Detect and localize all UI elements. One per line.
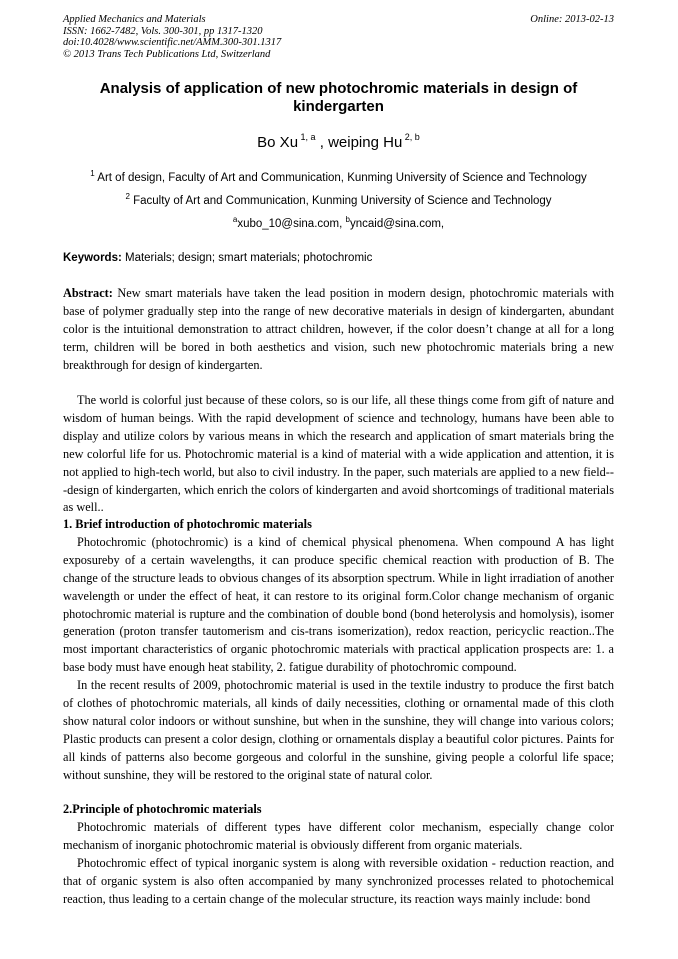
journal-header (63, 14, 614, 60)
abstract-label: Abstract: (63, 286, 113, 300)
keywords (63, 251, 614, 265)
affiliation-1-text: Art of design, Faculty of Art and Communication, Kunming University of Science and Technology (94, 172, 587, 184)
author-emails (63, 213, 614, 231)
affiliation-1-mark: 1 (90, 169, 95, 178)
author-2-name: weiping Hu (328, 134, 403, 151)
section-2 (63, 801, 614, 908)
keywords-label: Keywords: (63, 252, 122, 264)
email-a: xubo_10@sina.com, (237, 218, 346, 230)
keywords-text: Materials; design; smart materials; photochromic (121, 252, 373, 264)
author-list (63, 128, 614, 152)
author-2-affiliation-mark: 2, b (402, 132, 420, 142)
abstract-text: New smart materials have taken the lead position in modern design, photochromic materials with base of polymer gradually step into the range of new decorative materials in design of kindergarten, abundant color is the intuitional demonstration to attract children, however, if the color doesn’t change at all for a long term, children will be bored in both aesthetics and vision, such new photochromic materials bring a new breakthrough for design of kindergarten. (63, 286, 614, 372)
intro-paragraph: The world is colorful just because of these colors, so is our life, all these things come from gift of nature and wisdom of human beings. With the rapid development of science and technology, humans have been able to display and utilize colors by various means in which the research and application of smart materials bring the new colorful life for us. Photochromic material is a kind of material with a wide application and attention, it is not applied to high-tech world, but also to civil industry. In the paper, such materials are applied to a new field---design of kindergarten, which enrich the colors of kindergarten and avoid shortcomings of traditional materials as well.. (63, 393, 614, 515)
online-date: Online: 2013-02-13 (530, 14, 614, 25)
doi-line: doi:10.4028/www.scientific.net/AMM.300-301.1317 (63, 37, 282, 48)
email-b-mark: b (345, 215, 350, 224)
affiliation-1 (63, 167, 614, 185)
section-1-paragraph-1: Photochromic (photochromic) is a kind of chemical physical phenomena. When compound A has light exposureby of a certain wavelengths, it can produce specific chemical reaction with production of B. The change of the structure leads to obvious changes of its absorption spectrum. While in light irradiation of another wavelength or under the effect of heat, it can restore to its original form.Color change mechanism of organic photochromic material is rupture and the combination of double bond (bond heterolysis and homolysis), isomer generation (proton transfer tautomerism and cis-trans isomerization), redox reaction, pericyclic reaction..The most important characteristics of organic photochromic materials with practical application prospects are: 1. a base body must have enough heat stability, 2. fatigue durability of photochromic compound. (63, 534, 614, 675)
journal-name: Applied Mechanics and Materials (63, 14, 206, 25)
issn-line: ISSN: 1662-7482, Vols. 300-301, pp 1317-1320 (63, 25, 263, 37)
title-line-2: kindergarten (293, 98, 384, 115)
paper-title (63, 80, 614, 116)
email-b: yncaid@sina.com, (349, 218, 445, 230)
email-a-mark: a (232, 215, 238, 224)
section-2-paragraph-1: Photochromic materials of different types have different color mechanism, especially change color mechanism of inorganic photochromic material is obviously different from organic materials. (63, 819, 614, 852)
affiliation-2-mark: 2 (125, 192, 130, 201)
title-line-1: Analysis of application of new photochromic materials in design of (99, 80, 578, 97)
section-1-heading: 1. Brief introduction of photochromic materials (63, 517, 312, 531)
affiliation-2-text: Faculty of Art and Communication, Kunming University of Science and Technology (129, 195, 552, 207)
copyright-line: © 2013 Trans Tech Publications Ltd, Switzerland (63, 48, 271, 60)
affiliation-2 (63, 190, 614, 208)
section-2-heading: 2.Principle of photochromic materials (63, 802, 262, 816)
section-1 (63, 516, 614, 785)
section-2-paragraph-2: Photochromic effect of typical inorganic system is along with reversible oxidation - reduction reaction, and that of organic system is also often accompanied by many synchronized processes related to photochemical reaction, thus leading to a certain change of the molecular structure, its reaction ways mainly include: bond (63, 855, 614, 906)
introduction (63, 392, 614, 517)
abstract (63, 285, 614, 375)
author-separator: , (315, 134, 329, 151)
author-1-name: Bo Xu (257, 134, 299, 151)
author-1-affiliation-mark: 1, a (298, 132, 316, 142)
section-1-paragraph-2: In the recent results of 2009, photochromic material is used in the textile industry to produce the first batch of clothes of photochromic materials, all kinds of daily necessities, clothing or ornamental made of this cloth show natural color indoors or without sunshine, but when in the sunshine, they will change into various colors; Plastic products can present a color design, clothing or ornamentals display a beautiful color pictures. Paints for all kinds of patterns also become gorgeous and colorful in the sunshine, giving people a colorful life space; without sunshine, they will be restored to the original state of natural color. (63, 678, 614, 782)
